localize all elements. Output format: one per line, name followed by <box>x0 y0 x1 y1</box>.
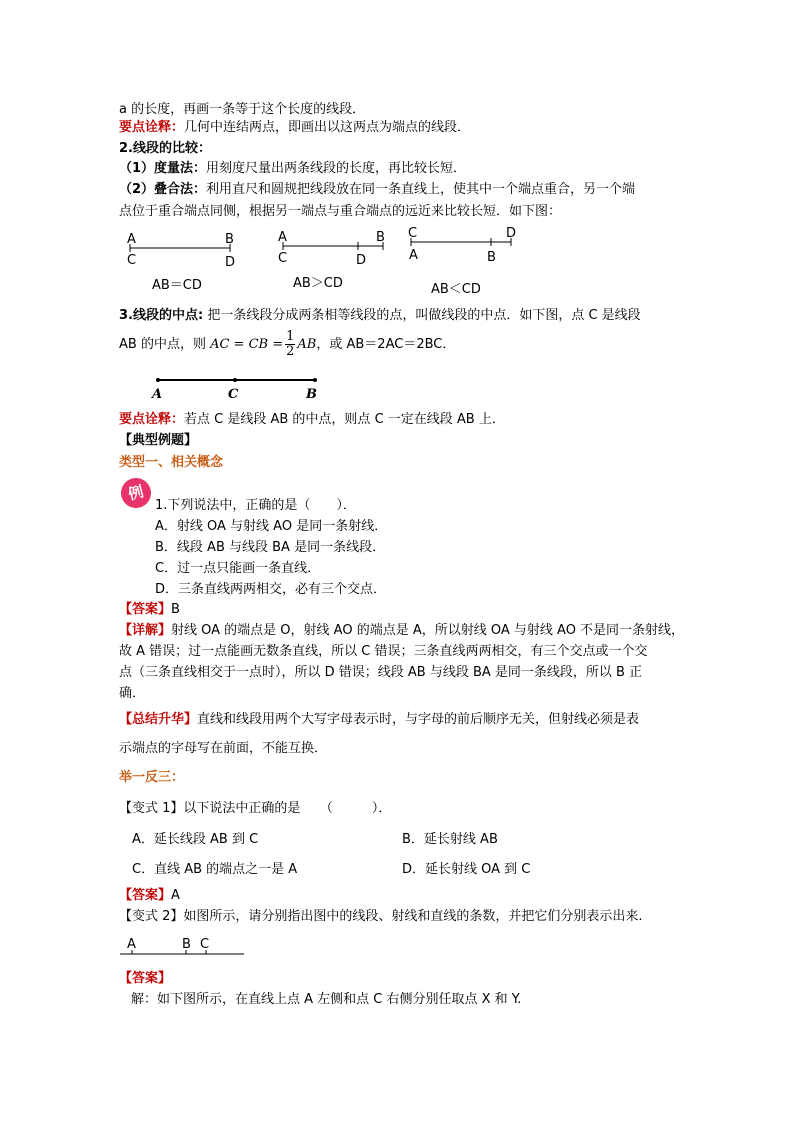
variant-2-text: 如图所示，请分别指出图中的线段、射线和直线的条数，并把它们分别表示出来. <box>183 909 643 924</box>
keypoint-1 <box>119 119 470 137</box>
variant-2-label-a: A <box>127 937 136 952</box>
midpoint-label-c: C <box>228 387 239 402</box>
intro-line: a 的长度，再画一条等于这个长度的线段． <box>119 102 366 117</box>
midpoint-text-post: ，或 AB＝2AC＝2BC． <box>316 337 456 352</box>
variant-2-solution: 解：如下图所示，在直线上点 A 左侧和点 C 右侧分别任取点 X 和 Y. <box>131 992 522 1007</box>
variant-1-text: 以下说法中正确的是 （ ）． <box>183 801 392 816</box>
method-2-text: 利用直尺和圆规把线段放在同一条直线上，使其中一个端点重合，另一个端 <box>206 182 636 197</box>
option-d: D．三条直线两两相交，必有三个交点． <box>155 582 387 597</box>
variant-1 <box>119 800 391 818</box>
midpoint-label-a: A <box>152 387 163 402</box>
midpoint-text: 把一条线段分成两条相等线段的点，叫做线段的中点．如下图，点 C 是线段 <box>207 308 641 323</box>
keypoint-2-text: 若点 C 是线段 AB 的中点，则点 C 一定在线段 AB 上． <box>184 412 505 427</box>
summary-text-1: 直线和线段用两个大写字母表示时，与字母的前后顺序无关，但射线必须是表 <box>197 712 640 727</box>
fig2-label-a: A <box>278 230 287 245</box>
fig2-label-c: C <box>278 251 288 266</box>
midpoint-text-pre: AB 的中点，则 <box>119 337 206 352</box>
fraction-denominator: 2 <box>286 344 295 359</box>
question-1: 1.下列说法中，正确的是（ ）． <box>155 498 356 513</box>
section-examples: 【典型例题】 <box>119 433 198 448</box>
detail-line-1 <box>119 622 684 640</box>
midpoint-figure <box>150 372 325 402</box>
summary-line-1 <box>119 711 639 729</box>
formula-right: AB <box>297 337 317 352</box>
fig1-label-a: A <box>127 232 136 247</box>
midpoint-def <box>119 307 641 325</box>
answer-1 <box>119 601 180 619</box>
summary-line-2: 示端点的字母写在前面，不能互换． <box>119 741 328 756</box>
fig3-label-d: D <box>506 226 517 241</box>
fig1-label-c: C <box>127 253 137 268</box>
midpoint-label-b: B <box>306 387 317 402</box>
method-1-text: 用刻度尺量出两条线段的长度，再比较长短． <box>206 161 467 176</box>
figure-less <box>408 226 516 297</box>
variant-2-label-c: C <box>200 937 210 952</box>
detail-text-1: 射线 OA 的端点是 O，射线 AO 的端点是 A，所以射线 OA 与射线 AO 不是同一条射线， <box>171 623 685 638</box>
keypoint-2 <box>119 411 505 429</box>
practice-heading: 举一反三： <box>119 770 185 785</box>
variant-2 <box>119 908 643 926</box>
detail-label: 【详解】 <box>119 623 172 638</box>
method-2 <box>119 181 635 199</box>
example-badge: 例 <box>118 475 155 512</box>
fig1-caption: AB＝CD <box>152 278 202 293</box>
variant-1-label: 【变式 1】 <box>119 801 184 816</box>
option-a: A．射线 OA 与射线 AO 是同一条射线． <box>155 519 388 534</box>
fig3-label-b: B <box>487 250 496 265</box>
fig3-caption: AB＜CD <box>431 282 481 297</box>
option-c: C．过一点只能画一条直线． <box>155 561 321 576</box>
answer-1-value: B <box>171 602 180 617</box>
keypoint-1-label: 要点诠释： <box>119 120 185 135</box>
fig1-label-b: B <box>225 232 234 247</box>
fig2-label-b: B <box>376 230 385 245</box>
detail-line-3: 点（三条直线相交于一点时），所以 D 错误；线段 AB 与线段 BA 是同一条线段，所以 B 正 <box>119 665 643 680</box>
variant-2-label: 【变式 2】 <box>119 909 184 924</box>
detail-line-4: 确． <box>119 686 146 701</box>
comparison-heading: 2.线段的比较： <box>119 141 211 156</box>
formula-left: AC = CB = <box>210 337 284 352</box>
fig2-label-d: D <box>356 253 367 268</box>
fig3-label-a: A <box>409 248 418 263</box>
variant-2-answer-label: 【答案】 <box>119 971 172 986</box>
fig2-caption: AB＞CD <box>293 276 343 291</box>
keypoint-1-text: 几何中连结两点，即画出以这两点为端点的线段． <box>184 120 471 135</box>
variant-1-option-a: A．延长线段 AB 到 C <box>132 832 259 847</box>
variant-2-figure <box>118 932 248 960</box>
figure-greater <box>278 230 385 291</box>
method-1-label: （1）度量法： <box>119 161 207 176</box>
detail-line-2: 故 A 错误；过一点能画无数条直线，所以 C 错误；三条直线两两相交，有三个交点或一个交 <box>119 644 648 659</box>
keypoint-2-label: 要点诠释： <box>119 412 185 427</box>
answer-1-label: 【答案】 <box>119 602 172 617</box>
variant-1-answer-value: A <box>171 888 180 903</box>
midpoint-formula-line <box>119 330 455 360</box>
fig3-label-c: C <box>408 226 418 241</box>
variant-1-option-b: B．延长射线 AB <box>402 832 498 847</box>
option-b: B．线段 AB 与线段 BA 是同一条线段． <box>155 540 386 555</box>
fraction-numerator: 1 <box>286 329 295 344</box>
variant-2-label-b: B <box>182 937 191 952</box>
variant-1-answer-label: 【答案】 <box>119 888 172 903</box>
variant-1-answer <box>119 887 180 905</box>
summary-label: 【总结升华】 <box>119 712 198 727</box>
method-2-cont: 点位于重合端点同侧，根据另一端点与重合端点的远近来比较长短．如下图： <box>119 204 562 219</box>
fig1-label-d: D <box>225 255 236 270</box>
variant-1-option-d: D．延长射线 OA 到 C <box>402 862 531 877</box>
figure-equal <box>127 232 235 293</box>
formula-fraction <box>285 330 295 359</box>
type-1-heading: 类型一、相关概念 <box>119 455 224 470</box>
method-2-label: （2）叠合法： <box>119 182 207 197</box>
comparison-figures <box>118 224 518 300</box>
midpoint-heading: 3.线段的中点: <box>119 308 204 323</box>
method-1 <box>119 160 466 178</box>
variant-1-option-c: C．直线 AB 的端点之一是 A <box>132 862 298 877</box>
